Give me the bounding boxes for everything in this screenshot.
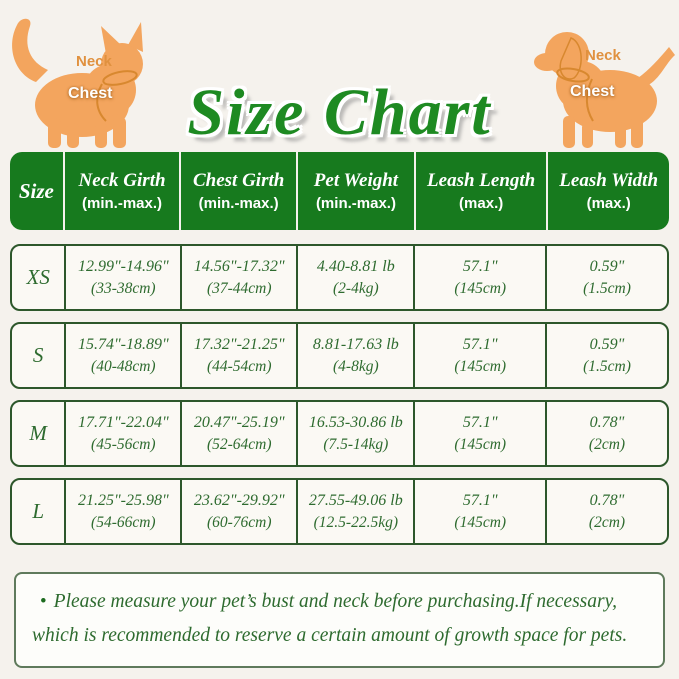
cell-size: L	[12, 480, 66, 543]
cell-leash-length: 57.1" (145cm)	[415, 324, 547, 387]
header-leash-width: Leash Width (max.)	[559, 170, 659, 212]
dog-chest-label: Chest	[570, 83, 615, 100]
cell-neck-girth: 21.25"-25.98" (54-66cm)	[66, 480, 182, 543]
table-row-m	[10, 400, 669, 467]
header-chest-girth: Chest Girth (min.-max.)	[181, 152, 298, 230]
cell-size: XS	[12, 246, 66, 309]
dog-neck-label: Neck	[585, 47, 621, 64]
page-title: Size Chart	[187, 76, 492, 150]
cell-leash-width: 0.59" (1.5cm)	[583, 257, 631, 297]
header-neck-girth: Neck Girth (min.-max.)	[65, 152, 182, 230]
cell-neck-girth: 12.99"-14.96" (33-38cm)	[66, 246, 182, 309]
hero-section	[0, 0, 679, 152]
cell-chest-girth: 17.32"-21.25" (44-54cm)	[182, 324, 298, 387]
cell-leash-length: 57.1" (145cm)	[415, 246, 547, 309]
cell-size: S	[12, 324, 66, 387]
cell-leash-length: 57.1" (145cm)	[415, 480, 547, 543]
cell-pet-weight: 4.40-8.81 lb (2-4kg)	[298, 246, 415, 309]
cell-pet-weight: 16.53-30.86 lb (7.5-14kg)	[298, 402, 415, 465]
cell-leash-width: 0.78" (2cm)	[588, 413, 626, 453]
cell-pet-weight: 8.81-17.63 lb (4-8kg)	[298, 324, 415, 387]
dog-illustration	[525, 12, 677, 150]
cell-leash-width: 0.59" (1.5cm)	[583, 335, 631, 375]
cell-leash-width: 0.78" (2cm)	[588, 491, 626, 531]
size-table	[0, 152, 679, 545]
cat-neck-label: Neck	[76, 53, 112, 70]
note-box	[14, 572, 665, 668]
header-size: Size	[10, 152, 65, 230]
cell-size: M	[12, 402, 66, 465]
cell-chest-girth: 23.62"-29.92" (60-76cm)	[182, 480, 298, 543]
cell-chest-girth: 20.47"-25.19" (52-64cm)	[182, 402, 298, 465]
note-line-2: which is recommended to reserve a certain amount of growth space for pets.	[32, 625, 628, 646]
table-row-s	[10, 322, 669, 389]
cat-chest-label: Chest	[68, 85, 113, 102]
cat-tail	[12, 19, 48, 82]
header-leash-length: Leash Length (max.)	[416, 152, 548, 230]
bullet-icon: •	[40, 591, 47, 612]
dog-tail	[638, 47, 675, 86]
cat-illustration	[2, 12, 154, 150]
cell-neck-girth: 17.71"-22.04" (45-56cm)	[66, 402, 182, 465]
table-row-l	[10, 478, 669, 545]
cell-chest-girth: 14.56"-17.32" (37-44cm)	[182, 246, 298, 309]
cell-neck-girth: 15.74"-18.89" (40-48cm)	[66, 324, 182, 387]
cell-pet-weight: 27.55-49.06 lb (12.5-22.5kg)	[298, 480, 415, 543]
cell-leash-length: 57.1" (145cm)	[415, 402, 547, 465]
header-pet-weight: Pet Weight (min.-max.)	[298, 152, 416, 230]
note-line-1: Please measure your pet’s bust and neck before purchasing.If necessary,	[53, 591, 618, 612]
table-row-xs	[10, 244, 669, 311]
table-header-row	[10, 152, 669, 230]
